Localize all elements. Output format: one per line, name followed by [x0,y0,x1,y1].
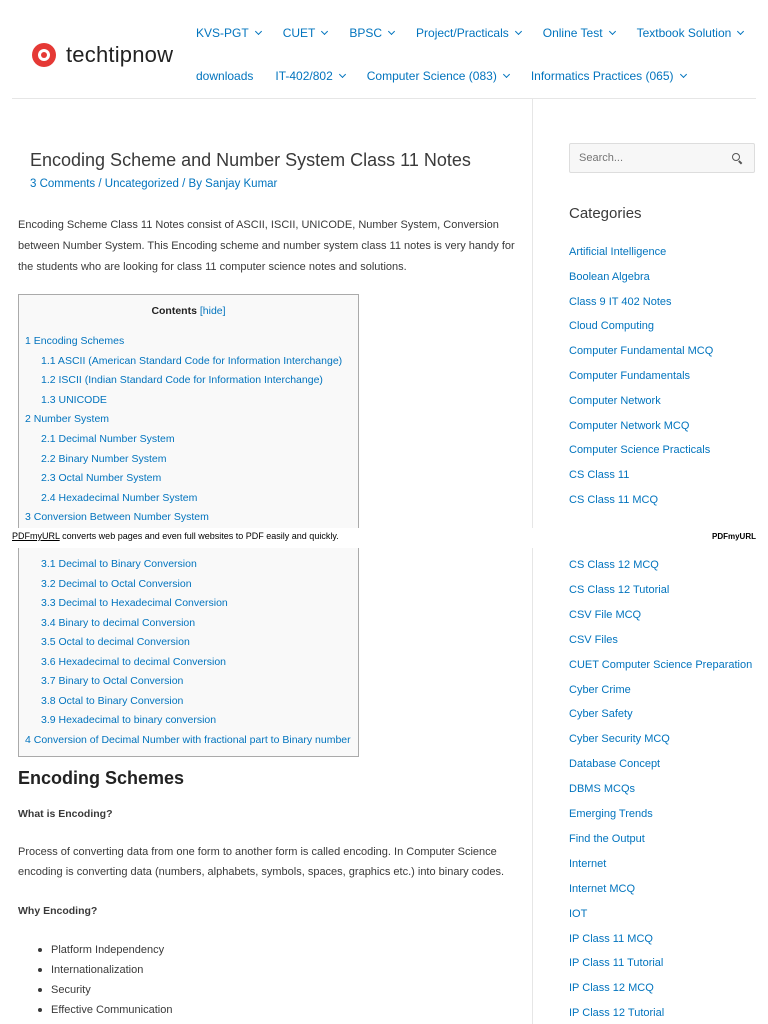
category-link[interactable]: Computer Fundamentals [569,370,691,382]
category-link[interactable]: Computer Network [569,394,661,407]
toc-item[interactable]: 2 Number System [25,413,110,426]
category-link[interactable]: DBMS MCQs [569,783,635,796]
nav-label: BPSC [349,26,383,40]
encoding-paragraph: Process of converting data from one form to another form is called encoding. In Computer Science encoding is converting data (numbers, alphabets, symbols, spaces, graphics etc.) into binary codes. [18,846,505,878]
chevron-down-icon [388,28,395,35]
toc-item[interactable]: 3.7 Binary to Octal Conversion [41,675,184,687]
nav-item-3[interactable] [416,26,521,40]
chevron-down-icon [339,71,346,78]
category-link[interactable]: Cyber Crime [569,683,631,696]
chevron-down-icon [503,71,510,78]
category-link[interactable]: IP Class 11 Tutorial [569,957,664,970]
search-box [569,143,755,173]
byline-prefix: By [188,178,202,190]
category-link[interactable]: CS Class 12 Tutorial [569,583,670,596]
post-title: Encoding Scheme and Number System Class 11 Notes [30,150,471,170]
category-link[interactable]: Uncategorized [104,178,179,190]
chevron-down-icon [255,28,262,35]
nav-label: Online Test [542,26,603,40]
toc-item[interactable]: 1.1 ASCII (American Standard Code for Information Interchange) [41,354,343,367]
chevron-down-icon [515,28,522,35]
chevron-down-icon [737,28,744,35]
toc-item[interactable]: 3.8 Octal to Binary Conversion [41,694,184,707]
category-link[interactable]: Database Concept [569,758,661,771]
header-divider [12,98,756,99]
category-link[interactable]: Cyber Safety [569,708,633,721]
site-name: techtipnow [66,42,174,67]
intro-paragraph: Encoding Scheme Class 11 Notes consist of ASCII, ISCII, UNICODE, Number System, Conversion between Number System. This Encoding scheme and number system class 11 notes is very handy for the students who are looking for class 11 computer science notes and solutions. [18,219,515,273]
nav-label: KVS-PGT [196,26,249,40]
category-link[interactable]: Internet MCQ [569,882,636,895]
author-link[interactable]: Sanjay Kumar [205,178,278,190]
toc-item[interactable]: 2.1 Decimal Number System [41,433,175,445]
nav-label: downloads [196,69,254,83]
nav-label: IT-402/802 [275,69,333,83]
nav-label: Computer Science (083) [366,69,497,83]
toc-item[interactable]: 3.3 Decimal to Hexadecimal Conversion [41,597,228,609]
category-link[interactable]: Cloud Computing [569,320,654,333]
nav-item-row2-0[interactable] [196,69,253,83]
nav-item-2[interactable] [349,26,394,40]
question-what-is-encoding: What is Encoding? [18,808,113,820]
nav-item-4[interactable] [543,26,615,40]
nav-label: Project/Practicals [416,26,509,40]
toc-item[interactable]: 3 Conversion Between Number System [25,511,209,524]
list-item: Internationalization [38,960,172,980]
category-link[interactable]: CS Class 11 MCQ [569,494,659,506]
chevron-down-icon [321,28,328,35]
nav-item-5[interactable] [637,26,744,40]
nav-item-row2-3[interactable] [531,69,686,83]
category-link[interactable]: IP Class 12 Tutorial [569,1007,665,1020]
sidebar-divider [532,99,533,1024]
pdf-banner: PDFmyURL converts web pages and even full websites to PDF easily and quickly. PDFmyURL [0,528,768,548]
toc-item[interactable]: 3.4 Binary to decimal Conversion [41,616,196,629]
category-link[interactable]: Find the Output [569,832,645,845]
post-meta: 3 Comments / Uncategorized / By Sanjay Kumar [30,178,278,190]
category-link[interactable]: CUET Computer Science Preparation [569,658,753,671]
search-input[interactable] [579,152,719,164]
pdfmyurl-link[interactable]: PDFmyURL [12,531,60,541]
question-why-encoding: Why Encoding? [18,905,98,917]
primary-nav-row-1 [196,26,765,40]
chevron-down-icon [609,28,616,35]
toc-item[interactable]: 1.3 UNICODE [41,393,107,406]
nav-item-1[interactable] [283,26,328,40]
nav-item-row2-1[interactable] [275,69,344,83]
logo-icon [32,43,56,67]
category-link[interactable]: Artificial Intelligence [569,246,667,258]
category-link[interactable]: CSV Files [569,633,618,646]
category-link[interactable]: CS Class 11 [569,469,630,482]
nav-label: Informatics Practices (065) [530,69,674,83]
toc-item[interactable]: 3.1 Decimal to Binary Conversion [41,558,197,570]
encoding-reasons-list [38,940,172,1020]
toc-item[interactable]: 4 Conversion of Decimal Number with fractional part to Binary number [25,733,351,746]
nav-item-row2-2[interactable] [367,69,509,83]
list-item: Effective Communication [38,1000,172,1020]
category-link[interactable]: Computer Fundamental MCQ [569,345,714,358]
category-link[interactable]: Internet [569,857,607,870]
nav-label: Textbook Solution [636,26,732,40]
nav-item-0[interactable] [196,26,261,40]
toc-item[interactable]: 1.2 ISCII (Indian Standard Code for Information Interchange) [41,374,323,387]
site-logo[interactable] [32,42,173,68]
table-of-contents [18,294,359,757]
toc-item[interactable]: 3.2 Decimal to Octal Conversion [41,577,192,590]
pdfmyurl-logo[interactable]: PDFmyURL [711,532,756,541]
comments-link[interactable]: 3 Comments [30,178,96,190]
chevron-down-icon [679,71,686,78]
nav-label: CUET [282,26,316,40]
category-link[interactable]: CS Class 12 MCQ [569,559,659,571]
primary-nav-row-2 [196,69,708,83]
category-link[interactable]: IOT [569,907,588,920]
toc-hide-link[interactable]: [hide] [199,305,226,317]
list-item: Platform Independency [38,940,172,960]
toc-item[interactable]: 2.4 Hexadecimal Number System [41,491,198,504]
category-link[interactable]: IP Class 12 MCQ [569,982,654,995]
toc-item[interactable]: 2.2 Binary Number System [41,452,167,465]
toc-item[interactable]: 3.6 Hexadecimal to decimal Conversion [41,655,227,668]
toc-item[interactable]: 2.3 Octal Number System [41,472,162,485]
category-link[interactable]: CSV File MCQ [569,608,642,621]
category-link[interactable]: Class 9 IT 402 Notes [569,295,672,308]
categories-title: Categories [569,205,642,222]
category-link[interactable]: Cyber Security MCQ [569,733,670,746]
category-link[interactable]: Emerging Trends [569,808,653,820]
section-heading: Encoding Schemes [18,768,185,788]
toc-heading: Contents [hide] [151,305,226,317]
toc-item[interactable]: 3.9 Hexadecimal to binary conversion [41,714,217,726]
search-icon[interactable] [732,153,742,163]
toc-item[interactable]: 3.5 Octal to decimal Conversion [41,636,190,648]
category-link[interactable]: IP Class 11 MCQ [569,932,653,945]
category-link[interactable]: Computer Network MCQ [569,419,690,432]
list-item: Security [38,980,172,1000]
category-link[interactable]: Computer Science Practicals [569,444,711,457]
category-link[interactable]: Boolean Algebra [569,270,650,283]
toc-item[interactable]: 1 Encoding Schemes [25,335,125,347]
